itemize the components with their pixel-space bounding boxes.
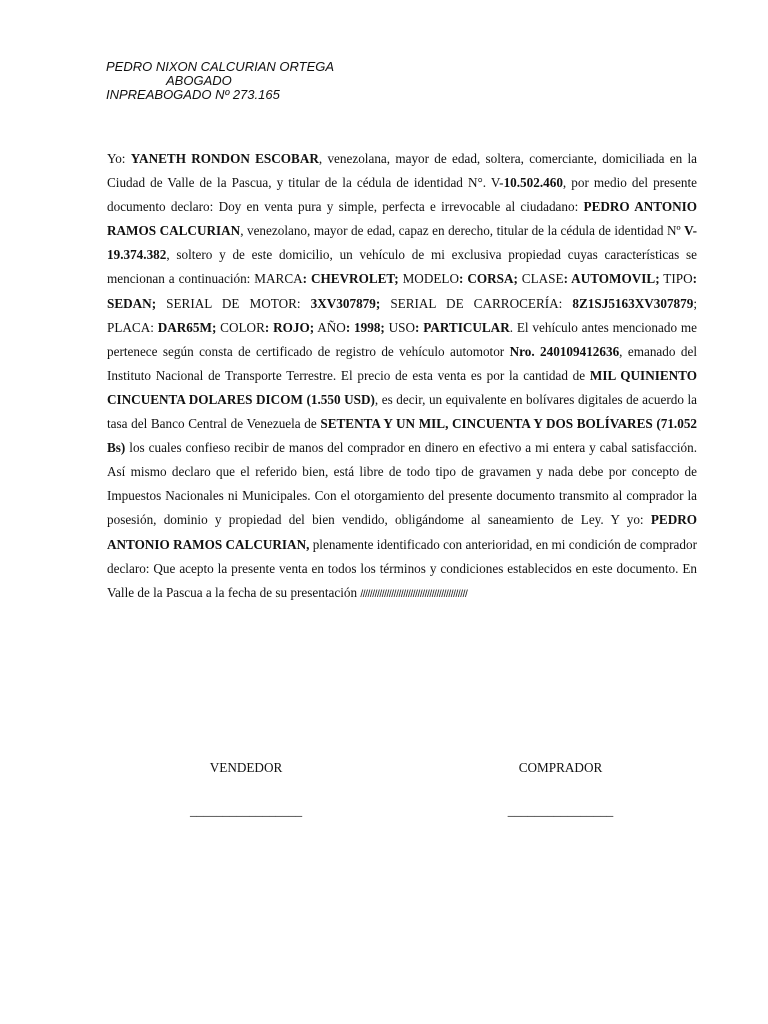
- text-segment: . El vehículo antes mencionado me pertenece según consta de certificado de registro de vehículo automotor: [107, 319, 697, 359]
- text-segment: SERIAL DE MOTOR:: [156, 295, 311, 311]
- text-segment: SERIAL DE CARROCERÍA:: [380, 295, 573, 311]
- text-segment: COLOR: [216, 319, 265, 335]
- buyer-id-number: V-19.374.382: [107, 223, 698, 263]
- buyer-signature-block: [497, 760, 624, 819]
- text-segment: los cuales confieso recibir de manos del comprador en dinero en efectivo a mi entera y cabal satisfacción. Así mismo declaro que el referido bien, está libre de todo tipo de gravamen y nada debe por concepto de Impuestos Nacionales ni Municipales. Con el otorgamiento del presente documento transmito al comprador la posesión, dominio y propiedad del bien vendido, obligándome al saneamiento de Ley. Y yo:: [107, 440, 697, 528]
- vehicle-year: : 1998;: [345, 319, 385, 335]
- text-segment: , es decir, un equivalente en bolívares digitales de acuerdo la tasa del Banco Central de Venezuela de: [107, 391, 697, 432]
- text-segment: ; PLACA:: [107, 295, 714, 335]
- seller-label: VENDEDOR: [209, 760, 283, 775]
- buyer-name-acceptance: PEDRO ANTONIO RAMOS CALCURIAN,: [107, 512, 697, 552]
- vehicle-brand: : CHEVROLET;: [302, 271, 399, 287]
- text-segment: AÑO: [314, 319, 346, 335]
- price-bolivares: SETENTA Y UN MIL, CINCUENTA Y DOS BOLÍVARES (71.052 Bs): [107, 416, 698, 456]
- price-usd: MIL QUINIENTO CINCUENTA DOLARES DICOM (1.550 USD): [107, 367, 697, 407]
- engine-serial: 3XV307879;: [310, 295, 381, 311]
- lawyer-title: ABOGADO: [166, 73, 232, 88]
- text-segment: CLASE: [517, 271, 564, 287]
- seller-id-number: 10.502.460: [503, 175, 563, 191]
- vehicle-use: : PARTICULAR: [415, 319, 510, 335]
- text-segment: , venezolano, mayor de edad, capaz en derecho, titular de la cédula de identidad Nº: [240, 223, 685, 239]
- buyer-signature-line: ________________: [507, 803, 614, 818]
- text-segment: Yo:: [107, 151, 131, 166]
- text-segment: , venezolana, mayor de edad, soltera, comerciante, domiciliada en la Ciudad de Valle de la Pascua, y titular de la cédula de identidad N°. V-: [107, 151, 698, 191]
- closing-slashes: /////////////////////////////////////////////: [360, 588, 468, 600]
- registration-certificate-number: Nro. 240109412636: [509, 343, 620, 359]
- lawyer-registration: INPREABOGADO Nº 273.165: [106, 87, 280, 102]
- buyer-name: PEDRO ANTONIO RAMOS CALCURIAN: [107, 199, 697, 239]
- seller-signature-block: [178, 760, 314, 819]
- buyer-label: COMPRADOR: [518, 760, 603, 775]
- text-segment: plenamente identificado con anterioridad, en mi condición de comprador declaro: Que acepto la presente venta en todos los términos y condiciones establecidos en este documento. En Valle de la Pascua a la fecha de su presentación: [107, 536, 697, 600]
- vehicle-model: : CORSA;: [459, 271, 518, 287]
- vehicle-type: : SEDAN;: [107, 271, 697, 311]
- body-serial: 8Z1SJ5163XV307879: [572, 295, 694, 311]
- text-segment: , por medio del presente documento declaro: Doy en venta pura y simple, perfecta e irrevocable al ciudadano:: [107, 175, 697, 215]
- sale-contract-body: [107, 147, 714, 607]
- vehicle-class: : AUTOMOVIL;: [563, 271, 660, 287]
- letterhead: [106, 60, 334, 102]
- text-segment: TIPO: [659, 271, 693, 287]
- text-segment: USO: [384, 319, 416, 335]
- text-segment: , soltero y de este domicilio, un vehículo de mi exclusiva propiedad cuyas características se mencionan a continuación: MARCA: [107, 247, 697, 287]
- lawyer-name: PEDRO NIXON CALCURIAN ORTEGA: [106, 59, 335, 74]
- vehicle-color: : ROJO;: [264, 319, 315, 335]
- text-segment: MODELO: [398, 271, 459, 287]
- seller-name: YANETH RONDON ESCOBAR: [130, 151, 319, 166]
- text-segment: , emanado del Instituto Nacional de Transporte Terrestre. El precio de esta venta es por la cantidad de: [107, 343, 697, 383]
- vehicle-plate: DAR65M;: [157, 319, 217, 335]
- seller-signature-line: _________________: [189, 803, 303, 818]
